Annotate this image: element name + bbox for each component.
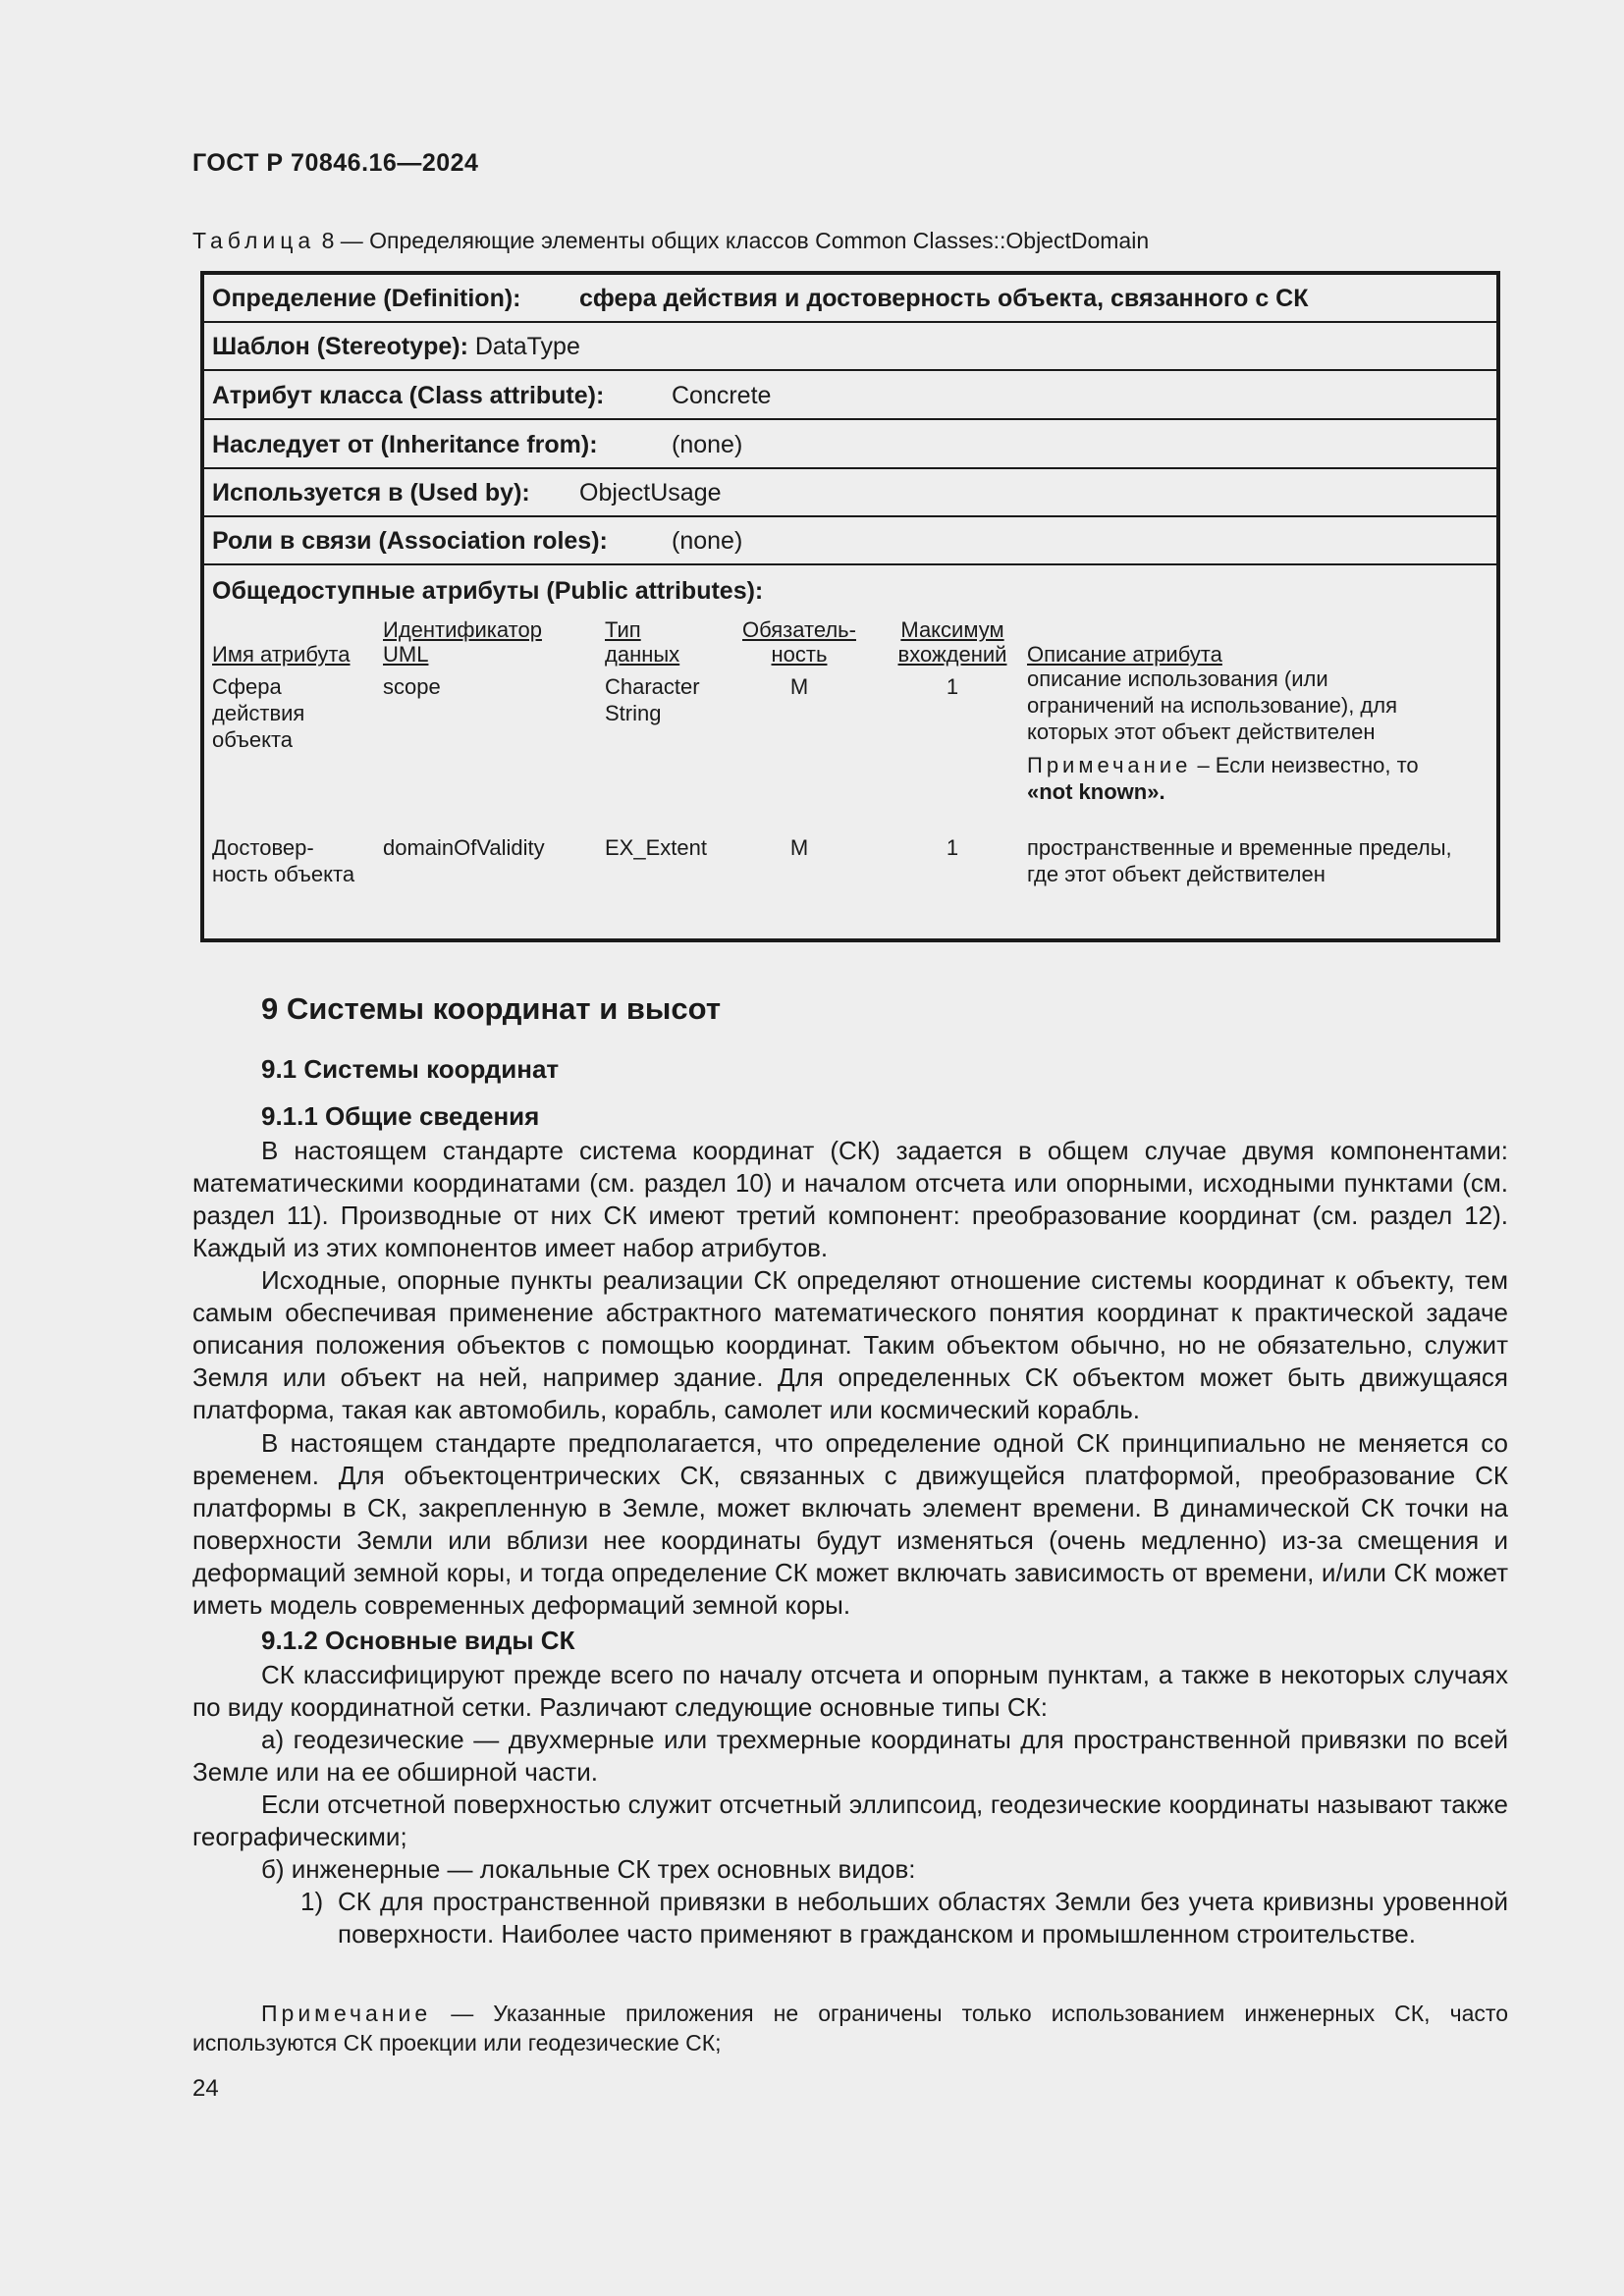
paragraph: Если отсчетной поверхностью служит отсчетный эллипсоид, геодезические координаты называют также географическими; [192,1789,1508,1851]
row-value: сфера действия и достоверность объекта, связанного с СК [579,285,1309,312]
table-row-stereotype [204,323,1496,371]
row-label: Шаблон (Stereotype): [212,333,468,360]
list-item-b1: СК для пространственной привязки в небольших областях Земли без учета кривизны уровенной поверхности. Наиболее часто применяют в гражданском и промышленном строительстве. [338,1887,1508,1949]
attr-name: Достовер- ность объекта [212,835,355,886]
table-row-definition [204,275,1496,323]
row-label: Используется в (Used by): [212,479,530,507]
section-heading-9-1-1: 9.1.1 Общие сведения [261,1101,540,1131]
attr-note: Примечание – Если неизвестно, то «not known». [1027,753,1419,804]
public-attributes-block [204,569,1496,938]
paragraph: В настоящем стандарте предполагается, что определение одной СК принципиально не меняется со временем. Для объектоцентрических СК, связанных с движущейся платформой, преобразование СК платформы в СК, закрепленную в Земле, может включать элемент времени. В динамической СК точки на поверхности Земли или вблизи нее координаты будут изменяться (очень медленно) из-за смещения и деформаций земной коры, и тогда определение СК может включать зависимость от времени, и/или СК может иметь модель современных деформаций земной коры. [192,1428,1508,1620]
row-value: (none) [672,431,743,458]
attr-uml: scope [383,674,441,699]
note: Примечание — Указанные приложения не ограничены только использованием инженерных СК, часто используются СК проекции или геодезические СК; [192,2001,1508,2056]
row-value: DataType [474,333,580,360]
definition-table [200,271,1500,942]
attr-obligation: M [789,674,809,699]
paragraph: В настоящем стандарте система координат (СК) задается в общем случае двумя компонентами: математическими координатами (см. раздел 10) и началом отсчета или опорными, исходными пунктами (см. раздел 11). Производные от них СК имеют третий компонент: преобразование координат (см. раздел 12). Каждый из этих компонентов имеет набор атрибутов. [192,1136,1508,1262]
column-header-name: Имя атрибута [212,642,351,667]
attr-description: пространственные и временные пределы, где этот объект действителен [1027,835,1452,886]
row-value: (none) [672,527,743,555]
attr-description: описание использования (или ограничений на использование), для которых этот объект действителен [1027,667,1398,744]
page-number: 24 [192,2075,219,2102]
column-header-obligation: Обязатель- ность [742,617,856,667]
list-item-b: б) инженерные — локальные СК трех основных видов: [261,1854,916,1884]
list-item-b1-number: 1) [300,1887,324,1916]
paragraph: СК классифицируют прежде всего по началу отсчета и опорным пунктам, а также в некоторых случаях по виду координатной сетки. Различают следующие основные типы СК: [192,1660,1508,1722]
document-id-header: ГОСТ Р 70846.16—2024 [192,149,479,177]
column-header-description: Описание атрибута [1027,642,1222,667]
row-label: Роли в связи (Association roles): [212,527,608,555]
column-header-max: Максимум вхождений [897,617,1007,667]
row-label: Определение (Definition): [212,285,521,312]
attr-name: Сфера действия объекта [212,674,305,752]
section-heading-9: 9 Системы координат и высот [261,991,721,1026]
attr-max: 1 [946,835,959,860]
table-row-class-attribute [204,372,1496,420]
paragraph: Исходные, опорные пункты реализации СК определяют отношение системы координат к объекту, тем самым обеспечивая применение абстрактного математического понятия координат к практической задаче описания положения объектов с помощью координат. Таким объектом обычно, но не обязательно, служит Земля или объект на ней, например здание. Для определенных СК объектом может быть движущаяся платформа, такая как автомобиль, корабль, самолет или космический корабль. [192,1265,1508,1424]
column-header-type: Тип данных [605,617,680,667]
attr-obligation: M [789,835,809,860]
public-attributes-title: Общедоступные атрибуты (Public attributes): [212,577,764,605]
table-row-inheritance [204,421,1496,469]
list-item-a: а) геодезические — двухмерные или трехмерные координаты для пространственной привязки по всей Земле или на ее обширной части. [192,1725,1508,1787]
table-caption-text: 8 — Определяющие элементы общих классов Common Classes::ObjectDomain [315,228,1150,253]
table-row-used-by [204,469,1496,517]
row-label: Наследует от (Inheritance from): [212,431,598,458]
section-heading-9-1-2: 9.1.2 Основные виды СК [261,1626,575,1655]
attr-uml: domainOfValidity [383,835,545,860]
attr-type: Character String [605,674,700,725]
table-row-association-roles [204,517,1496,565]
table-caption [192,228,1149,254]
attr-type: EX_Extent [605,835,707,860]
column-header-uml: Идентификатор UML [383,617,542,667]
table-caption-prefix: Таблица [192,228,316,253]
section-heading-9-1: 9.1 Системы координат [261,1054,560,1084]
row-value: Concrete [672,382,772,409]
row-label: Атрибут класса (Class attribute): [212,382,605,409]
attr-max: 1 [946,674,959,699]
row-value: ObjectUsage [579,479,722,507]
